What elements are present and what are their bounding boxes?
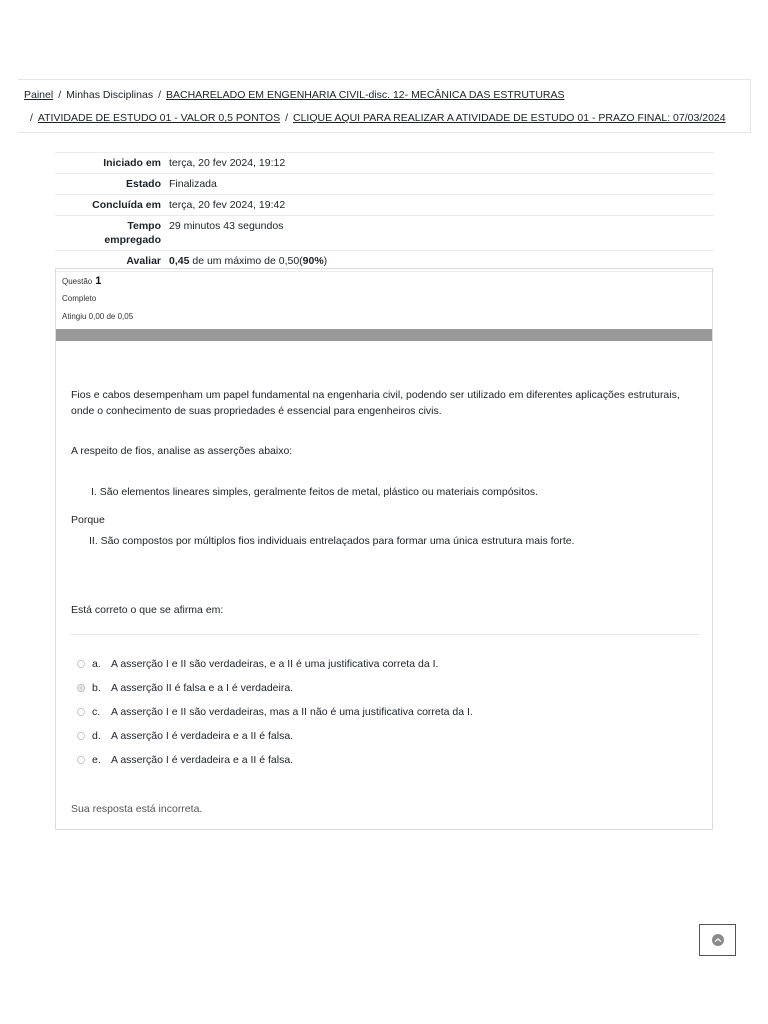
grade-end: ): [323, 255, 328, 267]
summary-label: Concluída em: [92, 199, 161, 211]
assertion-connector: Porque: [71, 514, 105, 526]
question-info: [62, 275, 133, 321]
summary-label: Tempo empregado: [104, 220, 161, 246]
breadcrumb-line-1: [24, 88, 565, 102]
option-letter: d.: [92, 730, 101, 742]
breadcrumb-minhas-disciplinas: Minhas Disciplinas: [66, 89, 154, 101]
summary-value: 29 minutos 43 segundos: [169, 220, 284, 232]
summary-value: terça, 20 fev 2024, 19:42: [169, 199, 286, 211]
summary-row-state: [55, 173, 714, 194]
attempt-summary-table: [55, 152, 714, 272]
question-intro: Fios e cabos desempenham um papel fundamental na engenharia civil, podendo ser utilizado em diferentes aplicações estruturais, onde o conhecimento de suas propriedades é essencial para engenheiros civis.: [71, 389, 680, 417]
grade-max: de um máximo de 0,50(: [189, 255, 303, 267]
breadcrumb-separator: /: [58, 89, 62, 101]
option-text: A asserção I é verdadeira e a II é falsa.: [111, 754, 294, 766]
breadcrumb-activity[interactable]: ATIVIDADE DE ESTUDO 01 - VALOR 0,5 PONTOS: [37, 112, 281, 124]
option-text: A asserção I e II são verdadeiras, mas a II não é uma justificativa correta da I.: [111, 706, 473, 718]
breadcrumb-painel[interactable]: Painel: [24, 89, 54, 101]
breadcrumb-separator: /: [30, 112, 33, 124]
back-to-top-button[interactable]: [699, 924, 736, 956]
option-letter: e.: [92, 754, 101, 766]
summary-row-time: [55, 215, 714, 250]
radio-button[interactable]: [77, 660, 85, 668]
option-letter: b.: [92, 682, 101, 694]
question-ask: A respeito de fios, analise as asserções abaixo:: [71, 445, 293, 457]
chevron-up-circle-icon: [712, 934, 724, 946]
summary-label: Estado: [125, 178, 161, 190]
option-text: A asserção I é verdadeira e a II é falsa.: [111, 730, 294, 742]
assertion-2: II. São compostos por múltiplos fios individuais entrelaçados para formar uma única estrutura mais forte.: [89, 535, 575, 547]
question-status: Completo: [62, 294, 97, 303]
answer-option-c[interactable]: [77, 700, 473, 724]
answer-option-a[interactable]: [77, 652, 473, 676]
question-num: 1: [95, 275, 102, 287]
answer-option-b[interactable]: [77, 676, 473, 700]
grade-percent: 90%: [302, 255, 324, 267]
grade-score: 0,45: [169, 255, 190, 267]
question-prompt: Está correto o que se afirma em:: [71, 604, 224, 616]
summary-label: Avaliar: [126, 255, 161, 267]
radio-button[interactable]: [77, 732, 85, 740]
breadcrumb: [18, 79, 751, 133]
answer-option-e[interactable]: [77, 748, 473, 772]
breadcrumb-course[interactable]: BACHARELADO EM ENGENHARIA CIVIL-disc. 12- MECÂNICA DAS ESTRUTURAS: [166, 89, 565, 101]
radio-button[interactable]: [77, 756, 85, 764]
answer-option-d[interactable]: [77, 724, 473, 748]
summary-value: terça, 20 fev 2024, 19:12: [169, 157, 286, 169]
breadcrumb-quiz[interactable]: CLIQUE AQUI PARA REALIZAR A ATIVIDADE DE ESTUDO 01 - PRAZO FINAL: 07/03/2024: [293, 112, 726, 124]
summary-row-started: [55, 152, 714, 173]
answer-feedback: Sua resposta está incorreta.: [71, 803, 203, 815]
summary-row-completed: [55, 194, 714, 215]
summary-value: Finalizada: [169, 178, 217, 190]
question-header-bar: [56, 329, 712, 341]
question-card: [55, 268, 713, 830]
breadcrumb-separator: /: [158, 89, 161, 101]
summary-label: Iniciado em: [103, 157, 161, 169]
answer-options: [77, 652, 473, 772]
breadcrumb-line-2: [30, 111, 726, 125]
breadcrumb-separator: /: [285, 112, 288, 124]
option-letter: c.: [92, 706, 101, 718]
option-text: A asserção II é falsa e a I é verdadeira.: [111, 682, 294, 694]
chevron-up-icon: [714, 936, 722, 944]
question-number: [62, 275, 133, 287]
question-label: Questão: [62, 277, 93, 286]
radio-button[interactable]: [77, 708, 85, 716]
question-divider: [71, 634, 699, 635]
option-text: A asserção I e II são verdadeiras, e a II é uma justificativa correta da I.: [111, 658, 439, 670]
option-letter: a.: [92, 658, 101, 670]
radio-button-selected[interactable]: [77, 684, 85, 692]
question-grade: Atingiu 0,00 de 0,05: [62, 312, 134, 321]
assertion-1: I. São elementos lineares simples, geralmente feitos de metal, plástico ou materiais compósitos.: [91, 486, 539, 498]
